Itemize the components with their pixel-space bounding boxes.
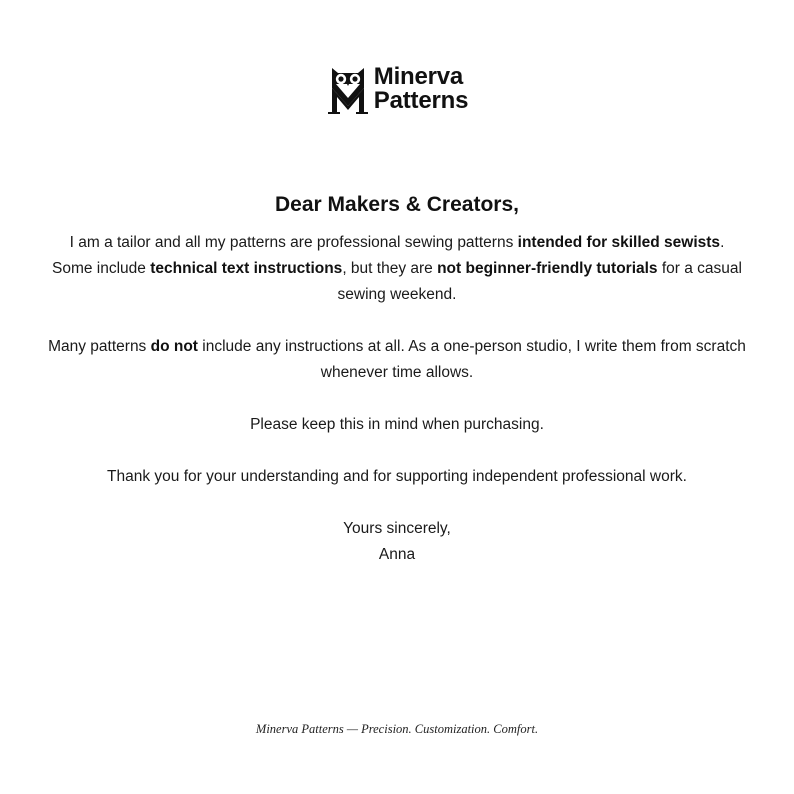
- p1-bold-b: intended for skilled sewists: [517, 234, 721, 251]
- paragraph-3: Please keep this in mind when purchasing.: [250, 416, 544, 433]
- owl-m-logo-icon: [326, 64, 370, 114]
- paragraph-2: [30, 334, 764, 386]
- footer-tagline: Minerva Patterns — Precision. Customization. Comfort.: [255, 722, 539, 736]
- p1-text-h: for a casual sewing weekend.: [337, 260, 742, 303]
- letter-heading: Dear Makers & Creators,: [275, 193, 519, 216]
- brand-logo-group: [326, 64, 468, 114]
- p2-bold-b: do not: [150, 338, 198, 355]
- closing: Yours sincerely,: [343, 520, 451, 537]
- signature: Anna: [378, 546, 416, 563]
- p1-text-a: I am a tailor and all my patterns are professional sewing patterns: [69, 234, 518, 251]
- p1-text-d: Some include: [52, 260, 151, 277]
- p1-bold-g: not beginner-friendly tutorials: [437, 260, 658, 277]
- p2-text-a: Many patterns: [48, 338, 151, 355]
- paragraph-1: [30, 230, 764, 308]
- brand-name-line2: Patterns: [373, 87, 469, 114]
- p1-text-f: , but they are: [342, 260, 438, 277]
- paragraph-4: Thank you for your understanding and for supporting independent professional work.: [107, 468, 687, 485]
- p1-text-c: .: [720, 234, 725, 251]
- letter-body: [30, 230, 764, 568]
- p1-bold-e: technical text instructions: [150, 260, 343, 277]
- p2-text-c: include any instructions at all. As a one-person studio, I write them from scratch whenever time allows.: [197, 338, 746, 381]
- brand-name: [374, 65, 468, 113]
- brand-logo: [0, 64, 794, 114]
- brand-name-line1: Minerva: [373, 63, 464, 90]
